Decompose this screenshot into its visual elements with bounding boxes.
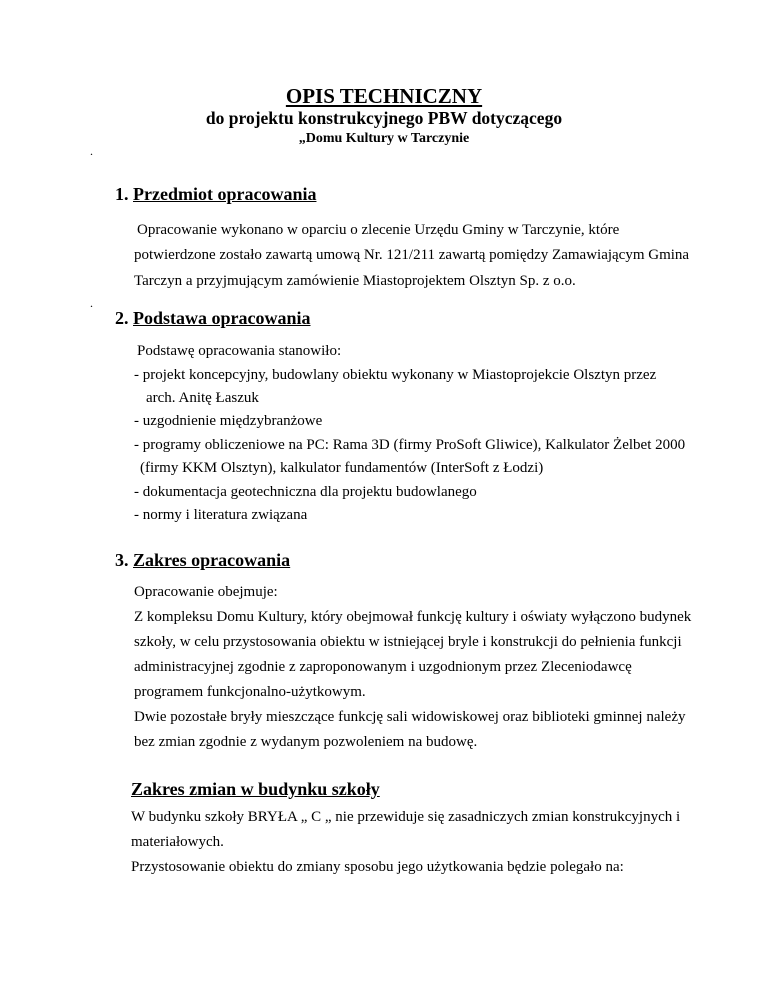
document-title: OPIS TECHNICZNY xyxy=(285,84,483,108)
section-4-line: W budynku szkoły BRYŁA „ C „ nie przewiduje się zasadniczych zmian konstrukcyjnych i xyxy=(131,809,681,825)
document-subtitle-object: „Domu Kultury w Tarczynie xyxy=(298,131,470,146)
section-1-heading xyxy=(115,184,316,205)
section-3-line: programem funkcjonalno-użytkowym. xyxy=(134,684,366,700)
section-2-line: - normy i literatura związana xyxy=(134,507,308,523)
section-1-title: Przedmiot opracowania xyxy=(133,184,317,204)
section-4-heading xyxy=(131,779,380,800)
section-3-number: 3. xyxy=(115,550,129,570)
stray-dot: . xyxy=(90,296,93,310)
section-3-line: administracyjnej zgodnie z zaproponowanym i uzgodnionym przez Zleceniodawcę xyxy=(134,659,632,675)
section-2-line: (firmy KKM Olsztyn), kalkulator fundamentów (InterSoft z Łodzi) xyxy=(140,460,544,476)
section-3-line: szkoły, w celu przystosowania obiektu w istniejącej bryle i konstrukcji do pełnienia funkcji xyxy=(134,634,682,650)
section-3-line: Opracowanie obejmuje: xyxy=(134,584,278,600)
section-3-title: Zakres opracowania xyxy=(133,550,291,570)
section-2-heading xyxy=(115,308,311,329)
section-2-line: - programy obliczeniowe na PC: Rama 3D (firmy ProSoft Gliwice), Kalkulator Żelbet 2000 xyxy=(134,437,686,453)
section-2-line: - dokumentacja geotechniczna dla projektu budowlanego xyxy=(134,484,477,500)
section-2-line: arch. Anitę Łaszuk xyxy=(146,390,259,406)
section-4-line: Przystosowanie obiektu do zmiany sposobu jego użytkowania będzie polegało na: xyxy=(131,859,624,875)
section-4-title: Zakres zmian w budynku szkoły xyxy=(131,779,380,799)
section-4-line: materiałowych. xyxy=(131,834,224,850)
section-1-number: 1. xyxy=(115,184,129,204)
stray-dot: . xyxy=(90,144,93,158)
section-2-line: - uzgodnienie międzybranżowe xyxy=(134,413,323,429)
section-2-title: Podstawa opracowania xyxy=(133,308,311,328)
document-subtitle: do projektu konstrukcyjnego PBW dotyczącego xyxy=(205,108,563,128)
section-3-line: bez zmian zgodnie z wydanym pozwoleniem na budowę. xyxy=(134,734,478,750)
section-1-line: potwierdzone zostało zawartą umową Nr. 121/211 zawartą pomiędzy Zamawiającym Gmina xyxy=(134,247,690,263)
section-3-heading xyxy=(115,550,290,571)
section-2-line: - projekt koncepcyjny, budowlany obiektu wykonany w Miastoprojekcie Olsztyn przez xyxy=(134,367,657,383)
section-3-line: Dwie pozostałe bryły mieszczące funkcję sali widowiskowej oraz biblioteki gminnej należy xyxy=(134,709,686,725)
section-3-line: Z kompleksu Domu Kultury, który obejmował funkcję kultury i oświaty wyłączono budynek xyxy=(134,609,692,625)
section-1-line: Tarczyn a przyjmującym zamówienie Miastoprojektem Olsztyn Sp. z o.o. xyxy=(134,273,576,289)
section-2-line: Podstawę opracowania stanowiło: xyxy=(137,343,342,359)
section-2-number: 2. xyxy=(115,308,129,328)
section-1-line: Opracowanie wykonano w oparciu o zlecenie Urzędu Gminy w Tarczynie, które xyxy=(137,222,620,238)
